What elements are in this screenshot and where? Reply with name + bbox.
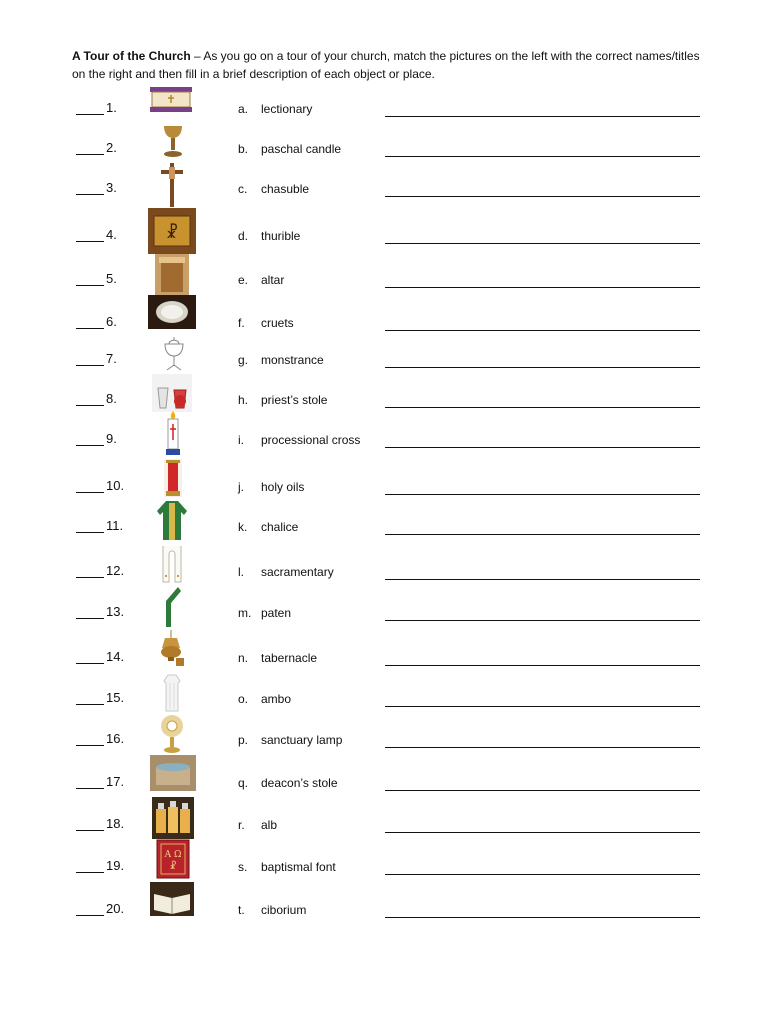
item-number: 4.: [106, 227, 117, 242]
chalice-icon: [160, 123, 186, 159]
term-label: sanctuary lamp: [261, 733, 343, 747]
term-label: deacon’s stole: [261, 776, 338, 790]
answer-blank[interactable]: [76, 532, 104, 533]
option-letter: o.: [238, 692, 249, 706]
description-line[interactable]: [385, 534, 700, 535]
term-label: sacramentary: [261, 565, 334, 579]
option-letter: h.: [238, 393, 249, 407]
description-line[interactable]: [385, 874, 700, 875]
answer-blank[interactable]: [76, 365, 104, 366]
baptismal-font-icon: [150, 755, 196, 791]
answer-blank[interactable]: [76, 618, 104, 619]
term-label: monstrance: [261, 353, 324, 367]
list-item: [0, 687, 768, 727]
list-item: [0, 771, 768, 811]
deacons-stole-icon: [160, 585, 182, 629]
monstrance-icon: [158, 712, 186, 754]
description-line[interactable]: [385, 620, 700, 621]
answer-blank[interactable]: [76, 704, 104, 705]
altar-icon: [148, 85, 194, 113]
answer-blank[interactable]: [76, 194, 104, 195]
term-label: paten: [261, 606, 292, 620]
description-line[interactable]: [385, 407, 700, 408]
option-letter: n.: [238, 651, 249, 665]
item-number: 13.: [106, 604, 125, 619]
item-number: 8.: [106, 391, 117, 406]
answer-blank[interactable]: [76, 445, 104, 446]
svg-text:A Ω: A Ω: [164, 850, 182, 860]
option-letter: b.: [238, 142, 249, 156]
term-label: holy oils: [261, 480, 305, 494]
description-line[interactable]: [385, 447, 700, 448]
paschal-candle-icon: [164, 410, 182, 456]
description-line[interactable]: [385, 706, 700, 707]
option-letter: a.: [238, 102, 249, 116]
list-item: [0, 224, 768, 264]
description-line[interactable]: [385, 287, 700, 288]
option-letter: c.: [238, 182, 248, 196]
list-item: [0, 97, 768, 137]
list-item: [0, 850, 768, 895]
term-label: chalice: [261, 520, 299, 534]
term-label: ambo: [261, 692, 292, 706]
chasuble-icon: [156, 499, 188, 541]
list-item: [0, 813, 768, 853]
answer-blank[interactable]: [76, 915, 104, 916]
answer-blank[interactable]: [76, 405, 104, 406]
answer-blank[interactable]: [76, 663, 104, 664]
term-label: paschal candle: [261, 142, 342, 156]
option-letter: i.: [238, 433, 244, 447]
item-number: 9.: [106, 431, 117, 446]
option-letter: r.: [238, 818, 245, 832]
item-number: 6.: [106, 314, 117, 329]
option-letter: e.: [238, 273, 249, 287]
item-number: 11.: [106, 518, 124, 533]
item-number: 12.: [106, 563, 125, 578]
priests-stole-icon: [158, 544, 186, 584]
description-line[interactable]: [385, 494, 700, 495]
item-number: 5.: [106, 271, 117, 286]
item-number: 20.: [106, 901, 125, 916]
answer-blank[interactable]: [76, 328, 104, 329]
answer-blank[interactable]: [76, 492, 104, 493]
item-number: 1.: [106, 100, 117, 115]
answer-blank[interactable]: [76, 154, 104, 155]
term-label: processional cross: [261, 433, 361, 447]
description-line[interactable]: [385, 747, 700, 748]
list-item: [0, 601, 768, 641]
term-label: chasuble: [261, 182, 310, 196]
ciborium-icon: [160, 334, 188, 372]
answer-blank[interactable]: [76, 830, 104, 831]
list-item: [0, 137, 768, 177]
term-label: lectionary: [261, 102, 313, 116]
answer-blank[interactable]: [76, 788, 104, 789]
term-label: alb: [261, 818, 278, 832]
term-label: baptismal font: [261, 860, 336, 874]
option-letter: d.: [238, 229, 249, 243]
option-letter: l.: [238, 565, 244, 579]
answer-blank[interactable]: [76, 285, 104, 286]
list-item: [0, 728, 768, 768]
option-letter: f.: [238, 316, 245, 330]
term-label: priest’s stole: [261, 393, 328, 407]
list-item: [0, 177, 768, 217]
list-item: [0, 268, 768, 308]
option-letter: g.: [238, 353, 249, 367]
instructions: [72, 47, 712, 83]
list-item: [0, 898, 768, 938]
item-number: 19.: [106, 858, 125, 873]
item-number: 15.: [106, 690, 125, 705]
answer-blank[interactable]: [76, 114, 104, 115]
list-item: [0, 560, 768, 600]
option-letter: q.: [238, 776, 249, 790]
list-item: [0, 311, 768, 351]
sacramentary-icon: [156, 839, 190, 879]
item-number: 2.: [106, 140, 117, 155]
option-letter: k.: [238, 520, 248, 534]
answer-blank[interactable]: [76, 241, 104, 242]
option-letter: t.: [238, 903, 245, 917]
description-line[interactable]: [385, 367, 700, 368]
option-letter: p.: [238, 733, 249, 747]
list-item: [0, 348, 768, 388]
term-label: ciborium: [261, 903, 307, 917]
description-line[interactable]: [385, 243, 700, 244]
option-letter: j.: [238, 480, 244, 494]
description-line[interactable]: [385, 832, 700, 833]
svg-text:☧: ☧: [165, 223, 179, 242]
description-line[interactable]: [385, 196, 700, 197]
description-line[interactable]: [385, 330, 700, 331]
thurible-icon: [156, 630, 186, 668]
instructions-text: – As you go on a tour of your church, match the pictures on the left with the correct names/titles on the right and then fill in a brief description of each object or place.: [72, 49, 700, 81]
item-number: 14.: [106, 649, 125, 664]
term-label: thurible: [261, 229, 301, 243]
option-letter: m.: [238, 606, 252, 620]
item-number: 16.: [106, 731, 125, 746]
cruets-icon: [152, 374, 192, 412]
item-number: 17.: [106, 774, 125, 789]
ambo-icon: [155, 254, 189, 296]
term-label: tabernacle: [261, 651, 318, 665]
paten-icon: [148, 295, 196, 329]
description-line[interactable]: [385, 116, 700, 117]
alb-icon: [160, 673, 184, 713]
description-line[interactable]: [385, 790, 700, 791]
list-item: [0, 646, 768, 686]
description-line[interactable]: [385, 579, 700, 580]
sanctuary-lamp-icon: [162, 459, 184, 497]
answer-blank[interactable]: [76, 872, 104, 873]
tabernacle-icon: [148, 208, 196, 254]
lectionary-icon: [150, 882, 194, 916]
item-number: 3.: [106, 180, 117, 195]
answer-blank[interactable]: [76, 745, 104, 746]
option-letter: s.: [238, 860, 248, 874]
description-line[interactable]: [385, 665, 700, 666]
item-number: 18.: [106, 816, 125, 831]
term-label: cruets: [261, 316, 294, 330]
list-item: [0, 428, 768, 468]
list-item: [0, 515, 768, 555]
term-label: altar: [261, 273, 285, 287]
processional-cross-icon: [158, 161, 186, 207]
description-line[interactable]: [385, 156, 700, 157]
list-item: [0, 388, 768, 428]
holy-oils-icon: [152, 797, 194, 839]
item-number: 10.: [106, 478, 125, 493]
answer-blank[interactable]: [76, 577, 104, 578]
description-line[interactable]: [385, 917, 700, 918]
item-number: 7.: [106, 351, 117, 366]
svg-text:☧: ☧: [169, 862, 177, 872]
list-item: [0, 475, 768, 515]
worksheet-title: A Tour of the Church: [72, 49, 191, 63]
